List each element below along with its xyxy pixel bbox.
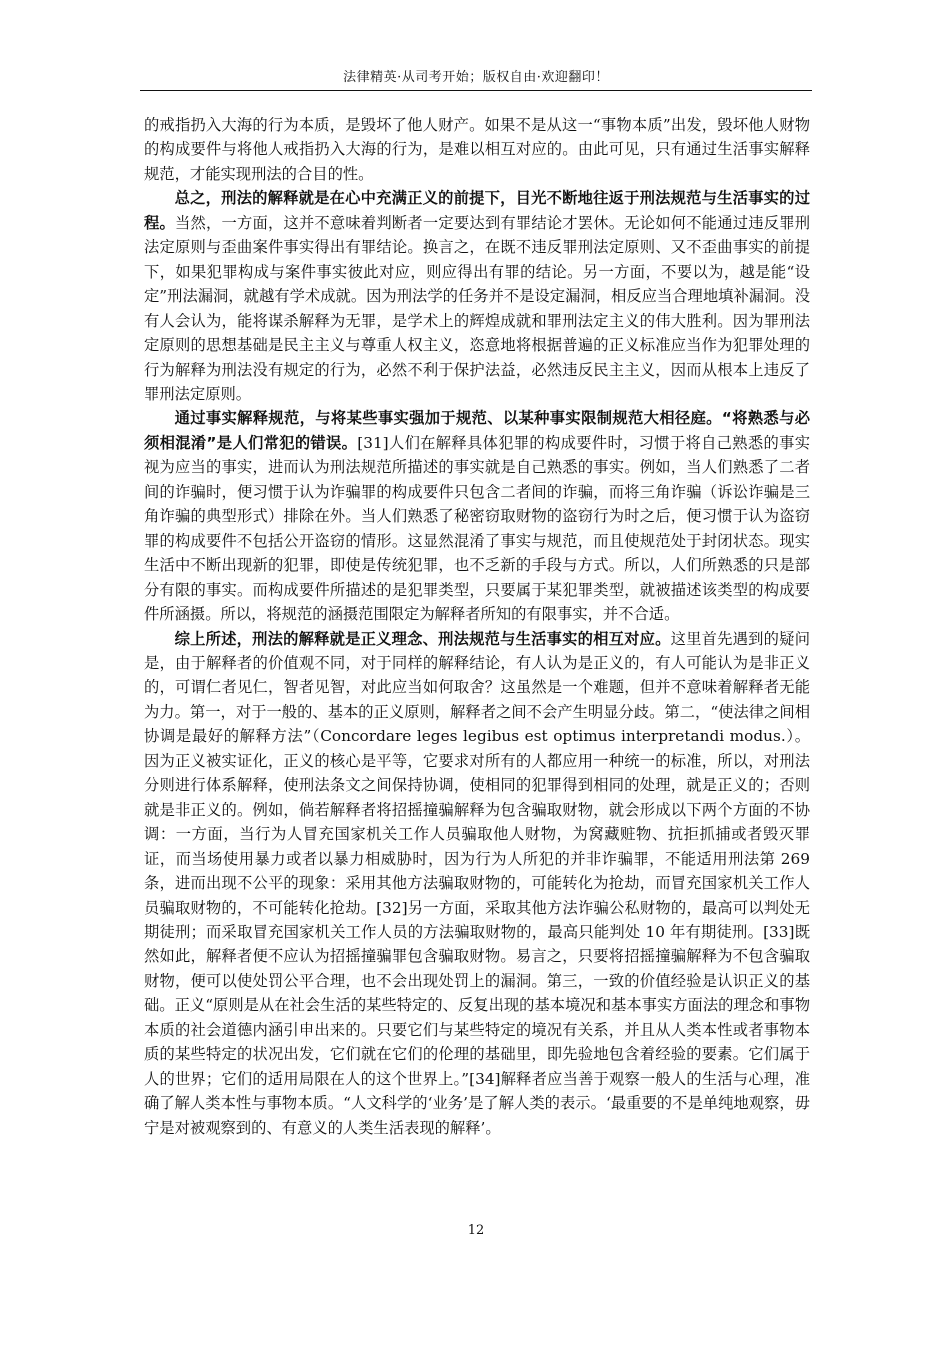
paragraph-3 bbox=[144, 406, 810, 626]
paragraph-2-bold: 总之，刑法的解释就是在心中充满正义的前提下，目光不断地往返于刑法规范与生活事实的过程。 bbox=[144, 189, 810, 232]
paragraph-4-bold: 综上所述，刑法的解释就是正义理念、刑法规范与生活事实的相互对应。 bbox=[174, 629, 671, 648]
paragraph-2-text: 当然，一方面，这并不意味着判断者一定要达到有罪结论才罢休。无论如何不能通过违反罪刑法定原则与歪曲案件事实得出有罪结论。换言之，在既不违反罪刑法定原则、又不歪曲事实的前提下，如果犯罪构成与案件事实彼此对应，则应得出有罪的结论。另一方面，不要以为，越是能“设定”刑法漏洞，就越有学术成就。因为刑法学的任务并不是设定漏洞，相反应当合理地填补漏洞。没有人会认为，能将谋杀解释为无罪，是学术上的辉煌成就和罪刑法定主义的伟大胜利。因为罪刑法定原则的思想基础是民主主义与尊重人权主义，恣意地将根据普遍的正义标准应当作为犯罪处理的行为解释为刑法没有规定的行为，必然不利于保护法益，必然违反民主主义，因而从根本上违反了罪刑法定原则。 bbox=[144, 213, 810, 403]
header-divider bbox=[140, 90, 812, 91]
running-header: 法律精英·从司考开始；版权自由·欢迎翻印！ bbox=[343, 70, 609, 85]
body-text bbox=[144, 113, 810, 1140]
page-number: 12 bbox=[467, 1223, 485, 1238]
paragraph-1 bbox=[144, 113, 810, 186]
paragraph-4-text: 这里首先遇到的疑问是，由于解释者的价值观不同，对于同样的解释结论，有人认为是正义的，有人可能认为是非正义的，可谓仁者见仁，智者见智，对此应当如何取舍？这虽然是一个难题，但并不意味着解释者无能为力。第一，对于一般的、基本的正义原则，解释者之间不会产生明显分歧。第二，“使法律之间相协调是最好的解释方法”（Concordare leges legibus est optimus interpretandi modus.）。因为正义被实证化，正义的核心是平等，它要求对所有的人都应用一种统一的标准，所以，对刑法分则进行体系解释，使刑法条文之间保持协调，使相同的犯罪得到相同的处理，就是正义的；否则就是非正义的。例如，倘若解释者将招摇撞骗解释为包含骗取财物，就会形成以下两个方面的不协调：一方面，当行为人冒充国家机关工作人员骗取他人财物，为窝藏赃物、抗拒抓捕或者毁灭罪证，而当场使用暴力或者以暴力相威胁时，因为行为人所犯的并非诈骗罪，不能适用刑法第 269 条，进而出现不公平的现象：采用其他方法骗取财物的，可能转化为抢劫，而冒充国家机关工作人员骗取财物的，不可能转化抢劫。[32]另一方面，采取其他方法诈骗公私财物的，最高可以判处无期徒刑；而采取冒充国家机关工作人员的方法骗取财物的，最高只能判处 10 年有期徒刑。[33]既然如此，解释者便不应认为招摇撞骗罪包含骗取财物。易言之，只要将招摇撞骗解释为不包含骗取财物，便可以使处罚公平合理，也不会出现处罚上的漏洞。第三，一致的价值经验是认识正义的基础。正义“原则是从在社会生活的某些特定的、反复出现的基本境况和基本事实方面法的理念和事物本质的社会道德内涵引申出来的。只要它们与某些特定的境况有关系，并且从人类本性或者事物本质的某些特定的状况出发，它们就在它们的伦理的基础里，即先验地包含着经验的要素。它们属于人的世界；它们的适用局限在人的这个世界上。”[34]解释者应当善于观察一般人的生活与心理，准确了解人类本性与事物本质。“人文科学的‘业务’是了解人类的表示。‘最重要的不是单纯地观察，毋宁是对被观察到的、有意义的人类生活表现的解释’。 bbox=[144, 629, 810, 1137]
paragraph-3-bold: 通过事实解释规范，与将某些事实强加于规范、以某种事实限制规范大相径庭。“将熟悉与必须相混淆”是人们常犯的错误。 bbox=[144, 409, 810, 452]
paragraph-2 bbox=[144, 186, 810, 406]
paragraph-4 bbox=[144, 627, 810, 1141]
paragraph-1-text: 的戒指扔入大海的行为本质，是毁坏了他人财产。如果不是从这一“事物本质”出发，毁坏他人财物的构成要件与将他人戒指扔入大海的行为，是难以相互对应的。由此可见，只有通过生活事实解释规范，才能实现刑法的合目的性。 bbox=[144, 116, 810, 183]
paragraph-3-text: [31]人们在解释具体犯罪的构成要件时，习惯于将自己熟悉的事实视为应当的事实，进而认为刑法规范所描述的事实就是自己熟悉的事实。例如，当人们熟悉了二者间的诈骗时，便习惯于认为诈骗罪的构成要件只包含二者间的诈骗，而将三角诈骗（诉讼诈骗是三角诈骗的典型形式）排除在外。当人们熟悉了秘密窃取财物的盗窃行为时之后，便习惯于认为盗窃罪的构成要件不包括公开盗窃的情形。这显然混淆了事实与规范，而且使规范处于封闭状态。现实生活中不断出现新的犯罪，即使是传统犯罪，也不乏新的手段与方式。所以，人们所熟悉的只是部分有限的事实。而构成要件所描述的是犯罪类型，只要属于某犯罪类型，就被描述该类型的构成要件所涵摄。所以，将规范的涵摄范围限定为解释者所知的有限事实，并不合适。 bbox=[144, 433, 811, 624]
